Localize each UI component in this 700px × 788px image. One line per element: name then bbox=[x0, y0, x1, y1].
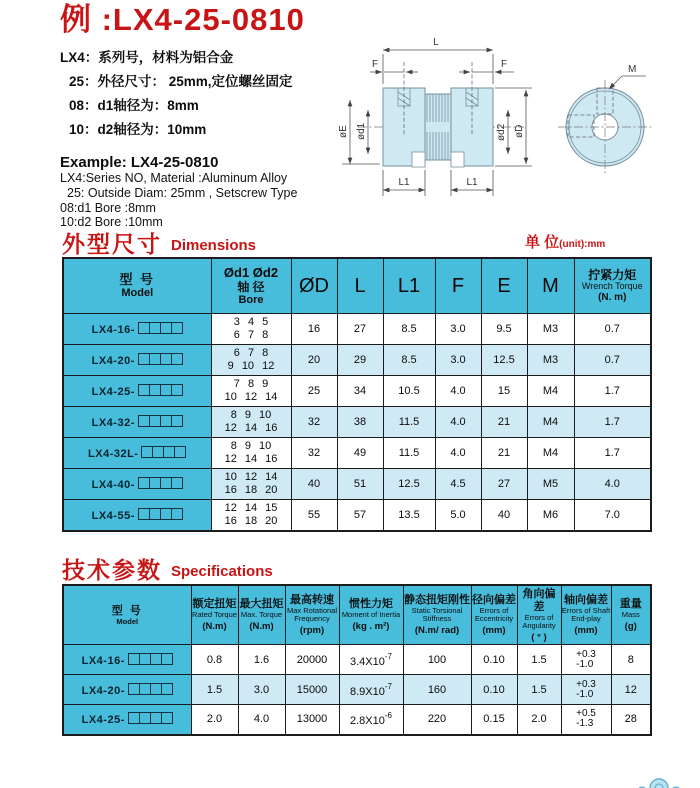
bore-sizes-line: 10 12 14 bbox=[224, 471, 278, 483]
max-cell: 4.0 bbox=[238, 705, 285, 735]
torque-cell: 4.0 bbox=[574, 469, 651, 500]
bore-sizes-line: 12 14 15 bbox=[224, 501, 278, 514]
rpm-cell: 15000 bbox=[285, 675, 339, 705]
chinese-description bbox=[60, 46, 360, 142]
model-cell bbox=[63, 469, 211, 500]
model-placeholder-boxes bbox=[139, 415, 183, 427]
model-label: LX4-20- bbox=[91, 355, 135, 367]
F-cell: 4.5 bbox=[435, 469, 481, 500]
torque-cell: 7.0 bbox=[574, 500, 651, 531]
ecc-cell: 0.10 bbox=[471, 675, 517, 705]
bore-sizes-line: 6 7 8 bbox=[233, 329, 269, 341]
model-cell bbox=[63, 314, 211, 345]
L-cell: 38 bbox=[337, 407, 383, 438]
M-cell: M3 bbox=[527, 314, 574, 345]
model-cell bbox=[63, 345, 211, 376]
ecc-cell: 0.10 bbox=[471, 645, 517, 675]
D-cell: 32 bbox=[291, 407, 337, 438]
E-cell: 21 bbox=[481, 407, 527, 438]
dimensions-row bbox=[63, 376, 651, 407]
stiffness-cell: 220 bbox=[403, 705, 471, 735]
max-cell: 3.0 bbox=[238, 675, 285, 705]
placeholder-box bbox=[161, 683, 173, 695]
dim-E-d1 bbox=[338, 100, 380, 164]
en-line-d2: 10:d2 Bore :10mm bbox=[60, 215, 163, 230]
torque-cell: 0.7 bbox=[574, 345, 651, 376]
header-max-torque: 最大扭矩 Max. Torque (N.m) bbox=[238, 585, 285, 645]
bore-sizes-line: 16 18 20 bbox=[224, 514, 278, 527]
en-line-diameter: 25: Outside Diam: 25mm , Setscrew Type bbox=[67, 185, 298, 200]
dim-label-L1-left: L1 bbox=[398, 177, 410, 188]
brand-logo bbox=[633, 774, 685, 788]
L1-cell: 11.5 bbox=[383, 407, 435, 438]
inertia-cell bbox=[339, 675, 403, 705]
bore-sizes-line: 8 9 10 bbox=[230, 409, 272, 421]
placeholder-box bbox=[171, 415, 183, 427]
header-E: E bbox=[481, 258, 527, 314]
model-cell bbox=[63, 438, 211, 469]
unit-label bbox=[525, 231, 605, 252]
specs-row bbox=[63, 705, 651, 735]
placeholder-box bbox=[171, 508, 183, 520]
dimensions-row bbox=[63, 314, 651, 345]
model-placeholder-boxes bbox=[139, 508, 183, 520]
model-cell bbox=[63, 376, 211, 407]
bore-cell bbox=[211, 500, 291, 531]
header-stiffness: 静态扭矩刚性 Static Torsional Stiffness (N.m/ rad) bbox=[403, 585, 471, 645]
D-cell: 20 bbox=[291, 345, 337, 376]
model-cell bbox=[63, 645, 191, 675]
endplay-plus: +0.3 bbox=[576, 678, 596, 690]
header-L: L bbox=[337, 258, 383, 314]
mass-cell: 28 bbox=[611, 705, 651, 735]
M-cell: M4 bbox=[527, 407, 574, 438]
dimensions-row bbox=[63, 345, 651, 376]
bore-sizes-line: 12 14 16 bbox=[224, 453, 278, 465]
model-placeholder-boxes bbox=[139, 322, 183, 334]
header-model: 型 号 Model bbox=[63, 258, 211, 314]
dim-label-L1-right: L1 bbox=[466, 177, 478, 188]
M-cell: M6 bbox=[527, 500, 574, 531]
mass-cell: 12 bbox=[611, 675, 651, 705]
L1-cell: 11.5 bbox=[383, 438, 435, 469]
F-cell: 3.0 bbox=[435, 314, 481, 345]
F-cell: 4.0 bbox=[435, 407, 481, 438]
dim-label-d2: ød2 bbox=[496, 123, 507, 141]
header-L1: L1 bbox=[383, 258, 435, 314]
dim-F bbox=[370, 59, 514, 72]
torque-cell: 1.7 bbox=[574, 407, 651, 438]
bore-sizes-line: 16 18 20 bbox=[224, 484, 278, 496]
unit-label-cn: 单 位 bbox=[525, 234, 560, 251]
model-label: LX4-16- bbox=[81, 654, 125, 667]
bore-cell bbox=[211, 376, 291, 407]
inertia-base: 3.4X10 bbox=[350, 655, 385, 668]
mass-cell: 8 bbox=[611, 645, 651, 675]
cn-line-d1: 08：d1轴径为：8mm bbox=[69, 98, 199, 113]
L-cell: 51 bbox=[337, 469, 383, 500]
rated-cell: 1.5 bbox=[191, 675, 238, 705]
dimensions-title-cn: 外型尺寸 bbox=[62, 231, 162, 257]
inertia-base: 2.8X10 bbox=[350, 715, 385, 728]
M-cell: M4 bbox=[527, 438, 574, 469]
example-title: Example: LX4-25-0810 bbox=[60, 154, 219, 171]
model-cell bbox=[63, 407, 211, 438]
header-wrench-torque: 拧紧力矩 Wrench Torque (N. m) bbox=[574, 258, 651, 314]
L-cell: 57 bbox=[337, 500, 383, 531]
ang-cell: 1.5 bbox=[517, 675, 561, 705]
title-block bbox=[60, 2, 360, 230]
bore-cell bbox=[211, 314, 291, 345]
L1-cell: 8.5 bbox=[383, 345, 435, 376]
header-model: 型 号 Model bbox=[63, 585, 191, 645]
header-M: M bbox=[527, 258, 574, 314]
rpm-cell: 13000 bbox=[285, 705, 339, 735]
bore-sizes-line: 7 8 9 bbox=[233, 378, 269, 390]
bore-sizes-line: 3 4 5 bbox=[233, 316, 269, 328]
model-placeholder-boxes bbox=[139, 477, 183, 489]
specs-header-row bbox=[63, 585, 651, 645]
dimensions-row bbox=[63, 469, 651, 500]
endplay-plus: +0.5 bbox=[576, 708, 596, 720]
dim-d2-D bbox=[495, 88, 532, 166]
bore-cell bbox=[211, 345, 291, 376]
dimensions-header-row bbox=[63, 258, 651, 314]
dimensions-section-title bbox=[62, 226, 256, 259]
L-cell: 29 bbox=[337, 345, 383, 376]
endplay-cell bbox=[561, 675, 611, 705]
bore-sizes-line: 10 12 14 bbox=[224, 391, 278, 403]
model-label: LX4-25- bbox=[91, 386, 135, 398]
side-view bbox=[383, 62, 493, 167]
bore-sizes-line: 8 9 10 bbox=[230, 440, 272, 452]
header-endplay: 轴向偏差 Errors of Shaft End-play (mm) bbox=[561, 585, 611, 645]
inertia-cell bbox=[339, 705, 403, 735]
torque-cell: 0.7 bbox=[574, 314, 651, 345]
max-cell: 1.6 bbox=[238, 645, 285, 675]
header-bore: Ød1 Ød2 轴 径 Bore bbox=[211, 258, 291, 314]
bore-cell bbox=[211, 469, 291, 500]
endplay-tolerance bbox=[576, 709, 596, 729]
model-cell bbox=[63, 500, 211, 531]
front-view bbox=[558, 64, 652, 174]
E-cell: 12.5 bbox=[481, 345, 527, 376]
header-max-speed: 最高转速 Max Rotational Frequency (rpm) bbox=[285, 585, 339, 645]
endplay-minus: -1.0 bbox=[576, 658, 594, 670]
placeholder-box bbox=[171, 384, 183, 396]
bore-sizes-line: 9 10 12 bbox=[227, 360, 275, 372]
dim-L bbox=[383, 37, 493, 84]
placeholder-box bbox=[161, 712, 173, 724]
dimensions-row bbox=[63, 500, 651, 531]
bore-sizes-line: 6 7 8 bbox=[233, 347, 269, 359]
model-label: LX4-32L- bbox=[88, 448, 139, 460]
E-cell: 40 bbox=[481, 500, 527, 531]
rpm-cell: 20000 bbox=[285, 645, 339, 675]
endplay-tolerance bbox=[576, 680, 596, 700]
model-placeholder-boxes bbox=[129, 653, 173, 665]
L-cell: 27 bbox=[337, 314, 383, 345]
specifications-table bbox=[62, 584, 652, 736]
english-description bbox=[60, 171, 360, 230]
dimensions-title-en: Dimensions bbox=[171, 237, 257, 254]
specs-row bbox=[63, 645, 651, 675]
en-line-d1: 08:d1 Bore :8mm bbox=[60, 200, 156, 215]
header-inertia: 惯性力矩 Moment of Inertia (kg . m²) bbox=[339, 585, 403, 645]
header-rated-torque: 额定扭矩 Rated Torque (N.m) bbox=[191, 585, 238, 645]
model-cell bbox=[63, 705, 191, 735]
coupling-technical-drawing bbox=[328, 14, 700, 219]
bore-cell bbox=[211, 407, 291, 438]
E-cell: 21 bbox=[481, 438, 527, 469]
ang-cell: 1.5 bbox=[517, 645, 561, 675]
E-cell: 9.5 bbox=[481, 314, 527, 345]
header-eccentricity: 径向偏差 Errors of Eccentricity (mm) bbox=[471, 585, 517, 645]
endplay-plus: +0.3 bbox=[576, 648, 596, 660]
M-cell: M5 bbox=[527, 469, 574, 500]
model-label: LX4-55- bbox=[91, 509, 135, 522]
stiffness-cell: 100 bbox=[403, 645, 471, 675]
endplay-cell bbox=[561, 645, 611, 675]
placeholder-box bbox=[174, 446, 186, 458]
inertia-exponent: -7 bbox=[384, 651, 392, 661]
model-placeholder-boxes bbox=[129, 712, 173, 724]
M-cell: M3 bbox=[527, 345, 574, 376]
L1-cell: 8.5 bbox=[383, 314, 435, 345]
E-cell: 27 bbox=[481, 469, 527, 500]
F-cell: 4.0 bbox=[435, 438, 481, 469]
rated-cell: 2.0 bbox=[191, 705, 238, 735]
dimensions-row bbox=[63, 438, 651, 469]
endplay-minus: -1.0 bbox=[576, 688, 594, 700]
dim-label-d1: ød1 bbox=[356, 122, 367, 140]
L-cell: 34 bbox=[337, 376, 383, 407]
model-placeholder-boxes bbox=[139, 353, 183, 365]
dim-label-L: L bbox=[433, 37, 439, 48]
dim-label-E: øE bbox=[338, 125, 349, 138]
en-line-series: LX4:Series NO, Material :Aluminum Alloy bbox=[60, 171, 288, 185]
D-cell: 32 bbox=[291, 438, 337, 469]
D-cell: 16 bbox=[291, 314, 337, 345]
header-angularity: 角向偏差 Errors of Angularity ( ° ) bbox=[517, 585, 561, 645]
dim-label-D: øD bbox=[514, 124, 525, 138]
cn-line-diameter: 25：外径尺寸： 25mm,定位螺丝固定 bbox=[69, 74, 293, 89]
dimensions-row bbox=[63, 407, 651, 438]
E-cell: 15 bbox=[481, 376, 527, 407]
model-placeholder-boxes bbox=[129, 683, 173, 695]
endplay-cell bbox=[561, 705, 611, 735]
model-label: LX4-25- bbox=[81, 714, 125, 727]
D-cell: 25 bbox=[291, 376, 337, 407]
cn-line-d2: 10：d2轴径为：10mm bbox=[69, 122, 207, 137]
dim-label-F-left: F bbox=[371, 59, 379, 70]
specs-title-cn: 技术参数 bbox=[62, 557, 162, 583]
inertia-cell bbox=[339, 645, 403, 675]
dim-label-F-right: F bbox=[500, 59, 508, 70]
header-outer-diameter: ØD bbox=[291, 258, 337, 314]
page-title: 例 :LX4-25-0810 bbox=[60, 2, 305, 37]
model-label: LX4-32- bbox=[91, 417, 135, 429]
inertia-base: 8.9X10 bbox=[350, 685, 385, 698]
model-label: LX4-40- bbox=[91, 479, 135, 491]
specs-row bbox=[63, 675, 651, 705]
inertia-exponent: -6 bbox=[384, 711, 392, 721]
L1-cell: 10.5 bbox=[383, 376, 435, 407]
D-cell: 40 bbox=[291, 469, 337, 500]
L-cell: 49 bbox=[337, 438, 383, 469]
dim-L1 bbox=[383, 170, 493, 196]
F-cell: 3.0 bbox=[435, 345, 481, 376]
F-cell: 5.0 bbox=[435, 500, 481, 531]
inertia-exponent: -7 bbox=[384, 681, 392, 691]
F-cell: 4.0 bbox=[435, 376, 481, 407]
M-cell: M4 bbox=[527, 376, 574, 407]
rated-cell: 0.8 bbox=[191, 645, 238, 675]
unit-label-en: (unit):mm bbox=[559, 239, 606, 250]
L1-cell: 12.5 bbox=[383, 469, 435, 500]
model-placeholder-boxes bbox=[139, 384, 183, 396]
bore-cell bbox=[211, 438, 291, 469]
header-F: F bbox=[435, 258, 481, 314]
header-mass: 重量 Mass (g) bbox=[611, 585, 651, 645]
model-label: LX4-20- bbox=[81, 684, 125, 697]
endplay-tolerance bbox=[576, 650, 596, 670]
specs-section-title bbox=[62, 552, 273, 585]
model-cell bbox=[63, 675, 191, 705]
placeholder-box bbox=[171, 477, 183, 489]
placeholder-box bbox=[161, 653, 173, 665]
dimensions-table bbox=[62, 257, 652, 532]
model-placeholder-boxes bbox=[142, 446, 186, 458]
bore-sizes-line: 12 14 16 bbox=[224, 422, 278, 434]
torque-cell: 1.7 bbox=[574, 438, 651, 469]
ecc-cell: 0.15 bbox=[471, 705, 517, 735]
specs-title-en: Specifications bbox=[171, 563, 273, 580]
ang-cell: 2.0 bbox=[517, 705, 561, 735]
placeholder-box bbox=[171, 322, 183, 334]
placeholder-box bbox=[171, 353, 183, 365]
L1-cell: 13.5 bbox=[383, 500, 435, 531]
dim-label-M: M bbox=[628, 64, 637, 75]
D-cell: 55 bbox=[291, 500, 337, 531]
model-label: LX4-16- bbox=[91, 324, 135, 336]
endplay-minus: -1.3 bbox=[576, 718, 594, 730]
stiffness-cell: 160 bbox=[403, 675, 471, 705]
cn-line-series: LX4：系列号，材料为铝合金 bbox=[60, 50, 234, 65]
torque-cell: 1.7 bbox=[574, 376, 651, 407]
